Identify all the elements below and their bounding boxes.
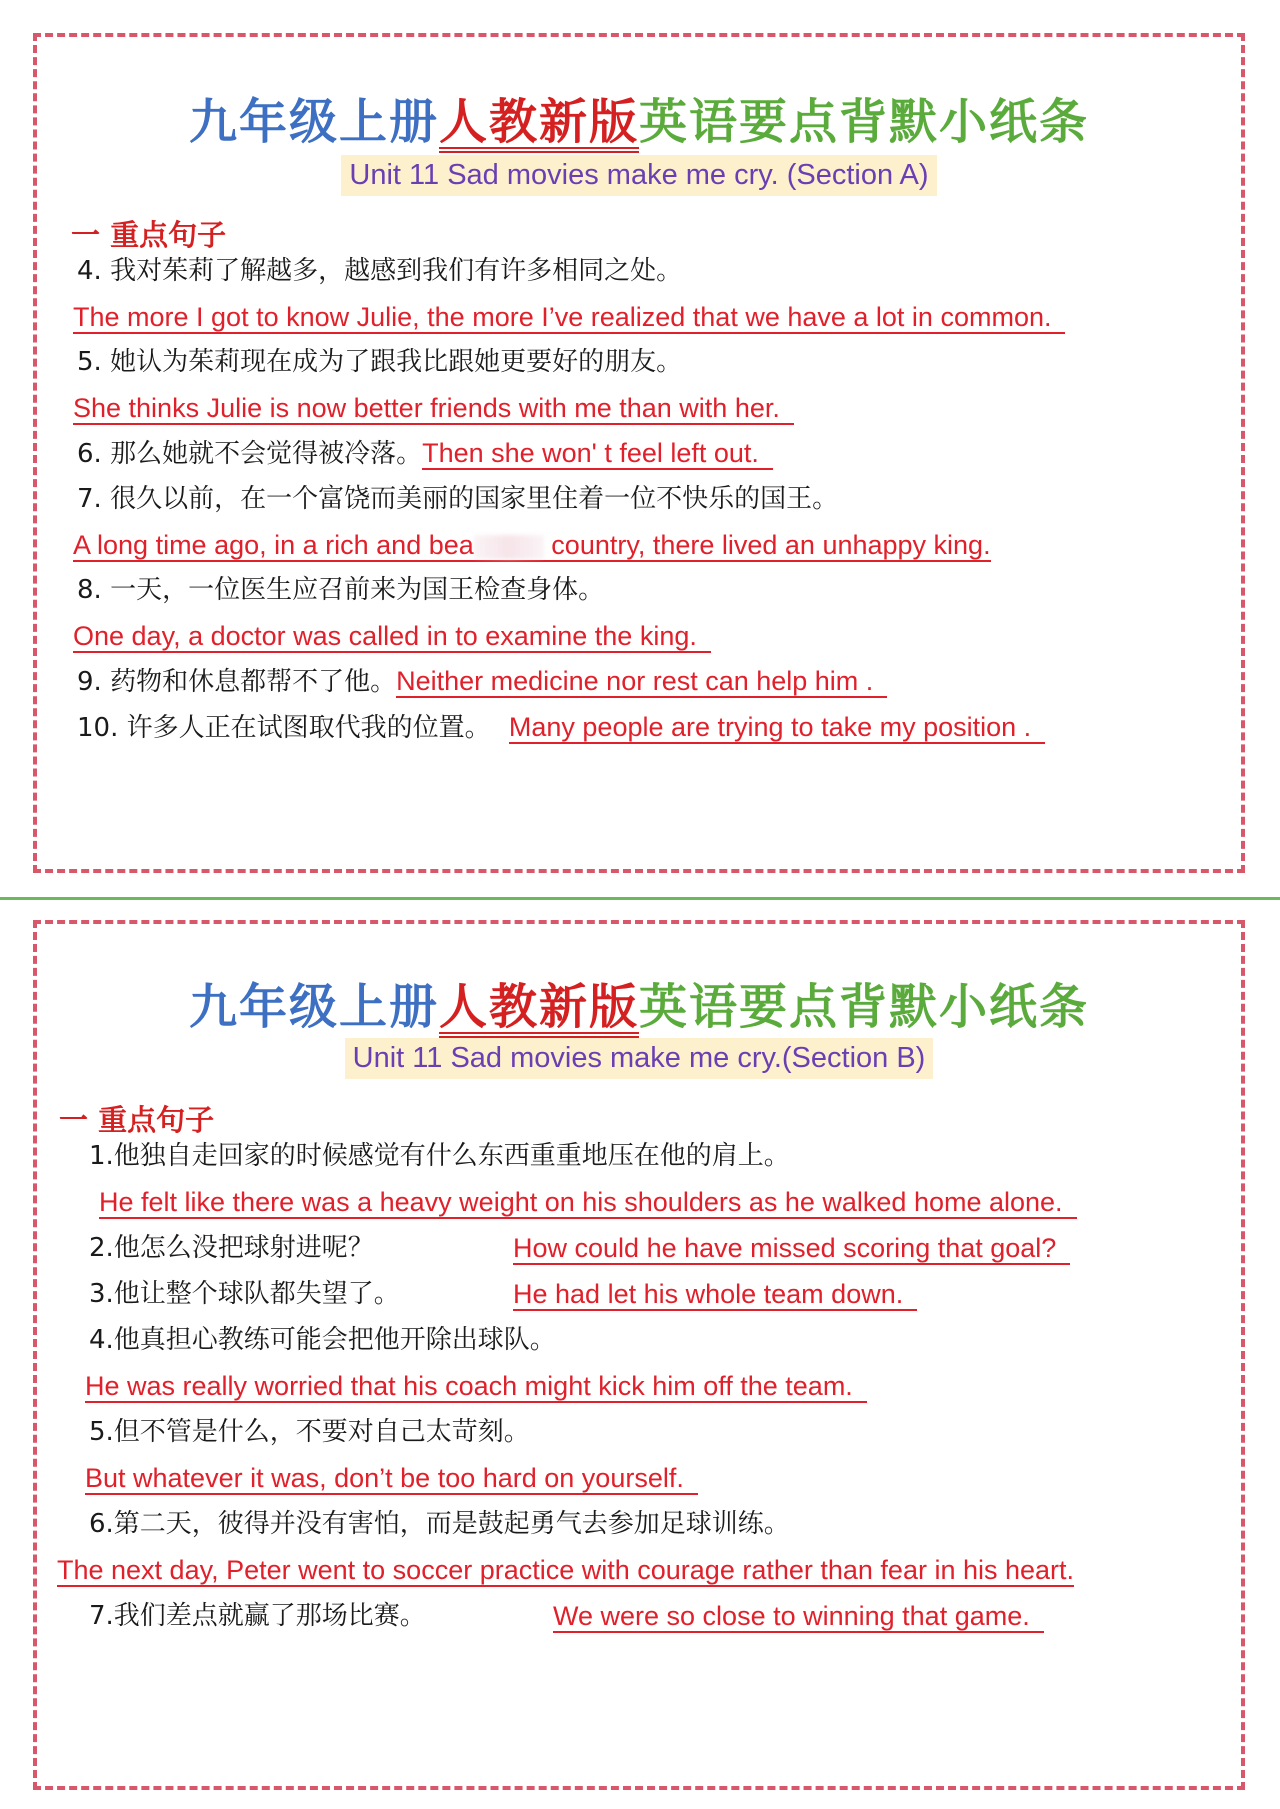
section-heading: 一 重点句子 <box>59 1103 215 1137</box>
sentence-zh-3: 3.他让整个球队都失望了。 <box>89 1279 400 1309</box>
note-card-section-b <box>33 920 1245 1790</box>
unit-heading <box>37 155 1241 196</box>
title-edition: 人教新版 <box>439 97 639 153</box>
sentence-en-7: We were so close to winning that game. <box>553 1598 1044 1635</box>
sentence-zh-7: 7.我们差点就赢了那场比赛。 <box>89 1601 426 1631</box>
sentence-zh-2: 2.他怎么没把球射进呢？ <box>89 1233 374 1263</box>
unit-heading <box>37 1038 1241 1079</box>
sentence-row-6 <box>77 435 773 472</box>
title-grade: 九年级上册 <box>188 979 439 1035</box>
sentence-zh-5: 5. 她认为茱莉现在成为了跟我比跟她更要好的朋友。 <box>77 347 683 377</box>
sentence-en-4: He was really worried that his coach might kick him off the team. <box>85 1368 867 1405</box>
title-edition: 人教新版 <box>439 982 639 1038</box>
sentence-en-9: Neither medicine nor rest can help him . <box>396 666 887 698</box>
sentence-en-7 <box>73 527 991 564</box>
section-heading: 一 重点句子 <box>71 218 227 252</box>
title-grade: 九年级上册 <box>188 94 439 150</box>
sentence-row-10 <box>77 709 1045 746</box>
title-subject: 英语要点背默小纸条 <box>639 979 1090 1035</box>
divider-line <box>0 897 1280 900</box>
card-title <box>37 968 1241 1038</box>
sentence-zh-9: 9. 药物和休息都帮不了他。 <box>77 667 397 697</box>
sentence-en-10: Many people are trying to take my position . <box>509 712 1045 744</box>
sentence-zh-10: 10. 许多人正在试图取代我的位置。 <box>77 713 491 743</box>
sentence-en-6: Then she won' t feel left out. <box>422 438 773 470</box>
sentence-en-7-part-b: country, there lived an unhappy king. <box>551 530 991 560</box>
sentence-zh-4: 4. 我对茱莉了解越多，越感到我们有许多相同之处。 <box>77 256 683 286</box>
sentence-en-4: The more I got to know Julie, the more I’ve realized that we have a lot in common. <box>73 299 1065 336</box>
title-subject: 英语要点背默小纸条 <box>639 94 1090 150</box>
note-card-section-a <box>33 33 1245 873</box>
unit-label: Unit 11 Sad movies make me cry.(Section B) <box>345 1038 934 1079</box>
sentence-en-5: But whatever it was, don’t be too hard on yourself. <box>85 1460 698 1497</box>
sentence-en-6: The next day, Peter went to soccer practice with courage rather than fear in his heart. <box>57 1555 1075 1585</box>
sentence-zh-6: 6.第二天，彼得并没有害怕，而是鼓起勇气去参加足球训练。 <box>89 1509 790 1539</box>
sentence-zh-6: 6. 那么她就不会觉得被冷落。 <box>77 439 423 469</box>
sentence-zh-4: 4.他真担心教练可能会把他开除出球队。 <box>89 1325 556 1355</box>
unit-label: Unit 11 Sad movies make me cry. (Section A) <box>341 155 936 196</box>
sentence-en-8: One day, a doctor was called in to examine the king. <box>73 618 711 655</box>
sentence-en-1: He felt like there was a heavy weight on his shoulders as he walked home alone. <box>99 1184 1077 1221</box>
sentence-zh-5: 5.但不管是什么，不要对自己太苛刻。 <box>89 1417 530 1447</box>
blurred-region <box>474 535 544 559</box>
sentence-en-3: He had let his whole team down. <box>513 1276 917 1313</box>
sentence-en-7-part-a: A long time ago, in a rich and bea <box>73 530 474 560</box>
card-title <box>37 83 1241 153</box>
sentence-en-2: How could he have missed scoring that goal? <box>513 1230 1070 1267</box>
sentence-zh-7: 7. 很久以前，在一个富饶而美丽的国家里住着一位不快乐的国王。 <box>77 484 839 514</box>
sentence-zh-8: 8. 一天，一位医生应召前来为国王检查身体。 <box>77 575 605 605</box>
sentence-row-9 <box>77 663 887 700</box>
sentence-zh-1: 1.他独自走回家的时候感觉有什么东西重重地压在他的肩上。 <box>89 1141 790 1171</box>
sentence-en-5: She thinks Julie is now better friends with me than with her. <box>73 390 794 427</box>
